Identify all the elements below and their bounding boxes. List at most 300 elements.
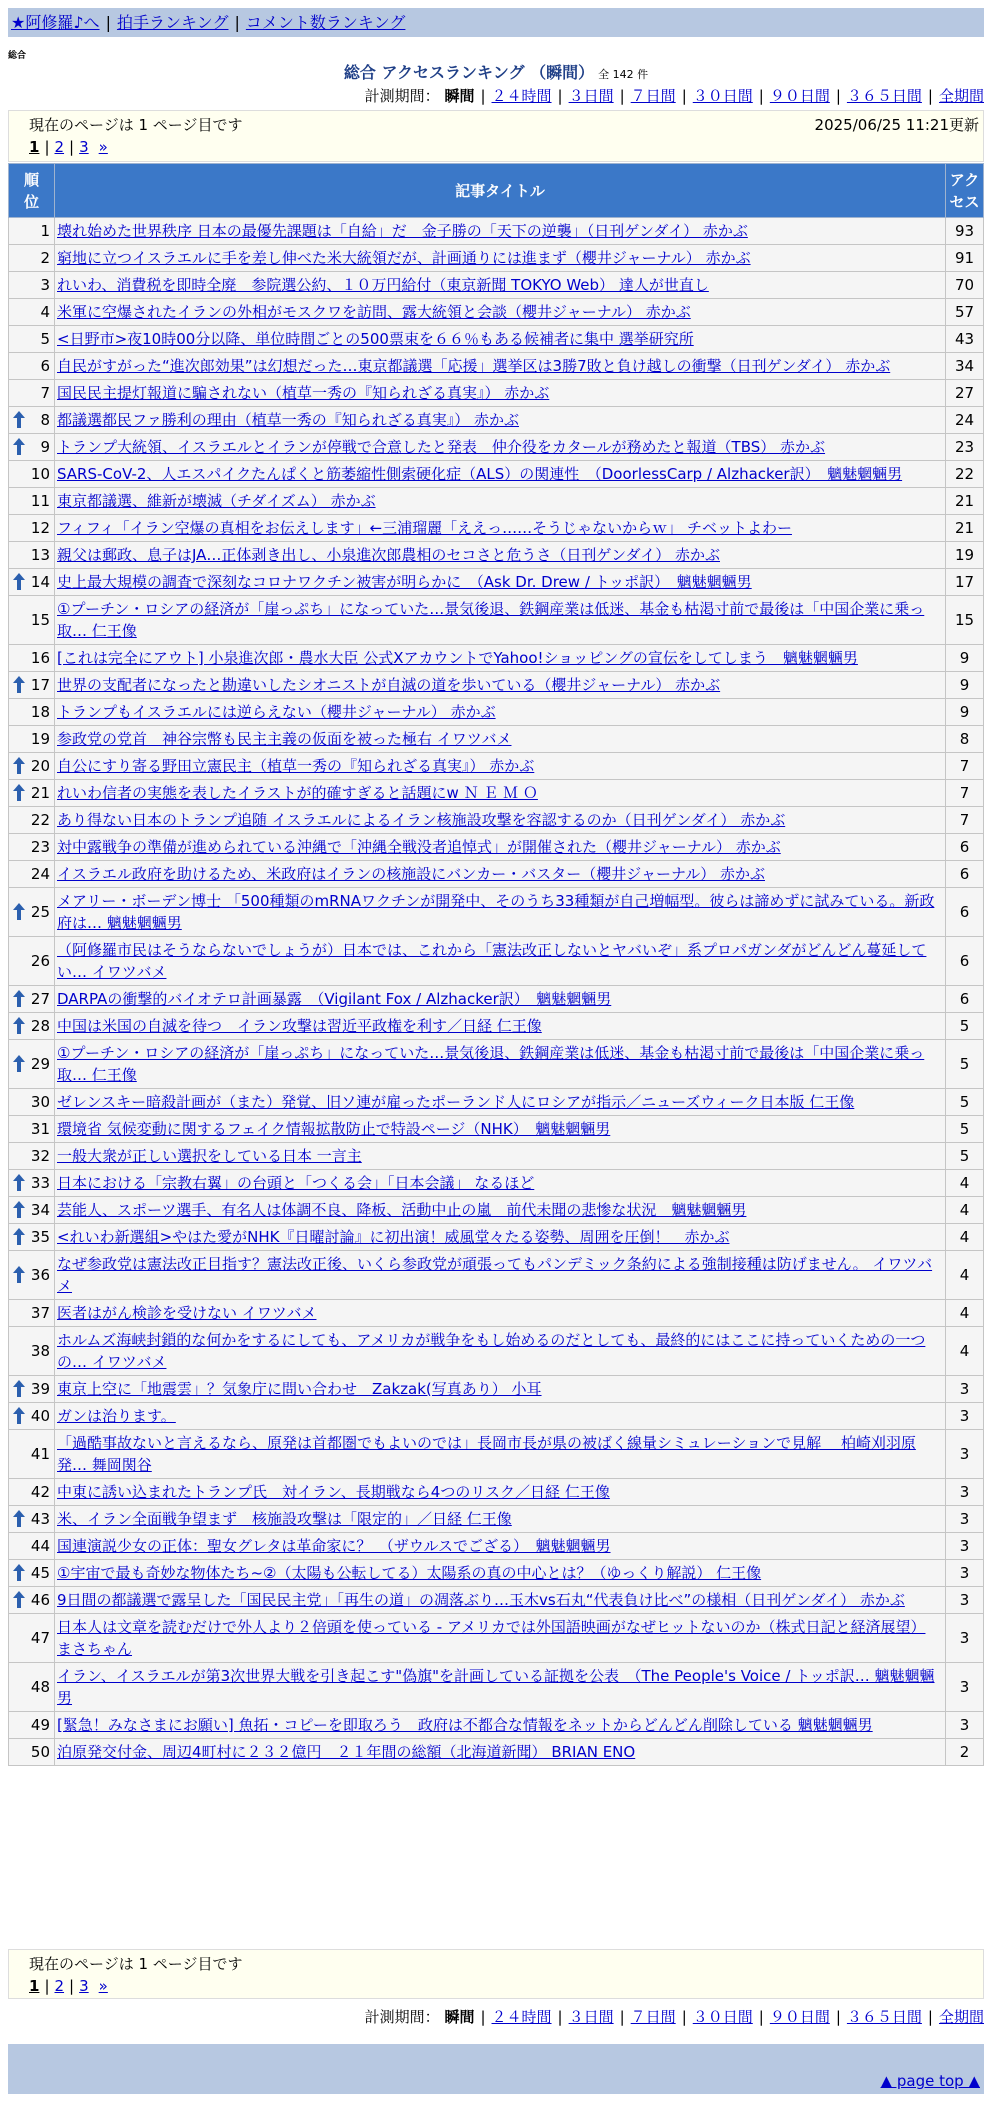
article-title-link[interactable]: <日野市>夜10時00分以降、単位時間ごとの500票束を６６％もある候補者に集中 選挙研究所 xyxy=(57,330,694,348)
title-cell xyxy=(55,645,946,672)
rank-up-arrow-icon xyxy=(13,784,25,801)
access-count: 3 xyxy=(946,1506,984,1533)
updated-timestamp: 2025/06/25 11:21更新 xyxy=(814,116,979,134)
access-count: 5 xyxy=(946,1040,984,1089)
rank-number: 36 xyxy=(30,1266,50,1284)
rank-cell xyxy=(9,1430,55,1479)
rank-cell xyxy=(9,1300,55,1327)
period-link-all[interactable]: 全期間 xyxy=(938,87,984,105)
rank-cell xyxy=(9,461,55,488)
table-row xyxy=(9,1430,984,1479)
period-link-90d[interactable]: ９０日間 xyxy=(769,87,830,105)
access-count: 4 xyxy=(946,1327,984,1376)
rank-number: 1 xyxy=(40,222,50,240)
period-link-90d[interactable]: ９０日間 xyxy=(769,2008,830,2026)
rank-cell xyxy=(9,1560,55,1587)
table-row xyxy=(9,1376,984,1403)
title-cell xyxy=(55,834,946,861)
rank-number: 49 xyxy=(30,1716,50,1734)
title-cell xyxy=(55,1430,946,1479)
title-cell xyxy=(55,1506,946,1533)
article-title-link[interactable]: れいわ、消費税を即時全廃 参院選公約、１０万円給付（東京新聞 TOKYO Web） 達人が世直し xyxy=(57,276,709,294)
table-row xyxy=(9,1170,984,1197)
period-link-365d[interactable]: ３６５日間 xyxy=(846,2008,922,2026)
access-count: 7 xyxy=(946,780,984,807)
rank-number: 4 xyxy=(40,303,50,321)
period-selector-bottom: 計測期間： 瞬間 | ２４時間 | ３日間 | ７日間 | ３０日間 | ９０日間 | ３６５日間 | 全期間 xyxy=(364,2008,984,2026)
table-row xyxy=(9,1479,984,1506)
access-count: 6 xyxy=(946,834,984,861)
table-row xyxy=(9,299,984,326)
table-row xyxy=(9,780,984,807)
article-title-link[interactable]: ①プーチン・ロシアの経済が「崖っぷち」になっていた…景気後退、鉄鋼産業は低迷、基金も枯渇寸前で最後は「中国企業に乗っ取… 仁王像 xyxy=(57,1044,925,1084)
rank-up-arrow-icon xyxy=(13,1564,25,1581)
current-page-text: 現在のページは 1 ページ目です xyxy=(29,1955,243,1973)
rank-cell xyxy=(9,407,55,434)
rank-cell xyxy=(9,1479,55,1506)
title-cell xyxy=(55,1013,946,1040)
rank-number: 12 xyxy=(30,519,50,537)
table-row xyxy=(9,1197,984,1224)
article-title-link[interactable]: <れいわ新選組>やはた愛がNHK『日曜討論』に初出演！威風堂々たる姿勢、周囲を圧倒！ 赤かぶ xyxy=(57,1228,730,1246)
access-count: 4 xyxy=(946,1224,984,1251)
table-row xyxy=(9,1739,984,1766)
rank-cell xyxy=(9,1089,55,1116)
rank-number: 25 xyxy=(30,903,50,921)
rank-cell xyxy=(9,380,55,407)
access-count: 3 xyxy=(946,1376,984,1403)
rank-cell xyxy=(9,542,55,569)
access-count: 91 xyxy=(946,245,984,272)
table-row xyxy=(9,807,984,834)
rank-number: 33 xyxy=(30,1174,50,1192)
article-title-link[interactable]: 世界の支配者になったと勘違いしたシオニストが自滅の道を歩いている（櫻井ジャーナル） 赤かぶ xyxy=(57,676,721,694)
rank-up-arrow-icon xyxy=(13,676,25,693)
access-count: 22 xyxy=(946,461,984,488)
rank-up-arrow-icon xyxy=(13,438,25,455)
rank-number: 9 xyxy=(40,438,50,456)
table-row xyxy=(9,1712,984,1739)
access-count: 3 xyxy=(946,1560,984,1587)
article-title-link[interactable]: DARPAの衝撃的バイオテロ計画暴露 （Vigilant Fox / Alzhacker訳） 魑魅魍魎男 xyxy=(57,990,612,1008)
rank-number: 45 xyxy=(30,1564,50,1582)
article-title-link[interactable]: 自公にすり寄る野田立憲民主（植草一秀の『知られざる真実』） 赤かぶ xyxy=(57,757,535,775)
article-title-link[interactable]: 東京上空に「地震雲」？気象庁に問い合わせ Zakzak(写真あり） 小耳 xyxy=(57,1380,542,1398)
rank-cell xyxy=(9,353,55,380)
article-title-link[interactable]: なぜ参政党は憲法改正目指す？憲法改正後、いくら参政党が頑張ってもパンデミック条約による強制接種は防げません。 イワツバメ xyxy=(57,1255,933,1295)
table-row xyxy=(9,937,984,986)
article-title-link[interactable]: 芸能人、スポーツ選手、有名人は体調不良、降板、活動中止の嵐 前代未聞の悲惨な状況 魑魅魍魎男 xyxy=(57,1201,747,1219)
page-top-link[interactable]: ▲ page top ▲ xyxy=(880,2072,980,2090)
access-count: 43 xyxy=(946,326,984,353)
article-title-link[interactable]: 自民がすがった“進次郎効果”は幻想だった…東京都議選「応援」選挙区は3勝7敗と負け越しの衝撃（日刊ゲンダイ） 赤かぶ xyxy=(57,357,891,375)
rank-number: 20 xyxy=(30,757,50,775)
period-current: 瞬間 xyxy=(444,2008,475,2026)
article-title-link[interactable]: あり得ない日本のトランプ追随 イスラエルによるイラン核施設攻撃を容認するのか（日刊ゲンダイ） 赤かぶ xyxy=(57,811,786,829)
nav-link-asyura-home[interactable]: ★阿修羅♪へ xyxy=(11,13,100,32)
rank-up-arrow-icon xyxy=(13,1510,25,1527)
access-count: 17 xyxy=(946,569,984,596)
rank-number: 14 xyxy=(30,573,50,591)
period-link-3d[interactable]: ３日間 xyxy=(568,2008,614,2026)
article-title-link[interactable]: ①宇宙で最も奇妙な物体たち~②（太陽も公転してる）太陽系の真の中心とは？（ゆっくり解説） 仁王像 xyxy=(57,1564,762,1582)
nav-link-applause-ranking[interactable]: 拍手ランキング xyxy=(116,13,229,32)
title-cell xyxy=(55,218,946,245)
rank-cell xyxy=(9,1712,55,1739)
pager-top: 1 | 2 | 3 » xyxy=(29,138,108,156)
article-title-link[interactable]: 米軍に空爆されたイランの外相がモスクワを訪問、露大統領と会談（櫻井ジャーナル） 赤かぶ xyxy=(57,303,691,321)
rank-cell xyxy=(9,699,55,726)
article-title-link[interactable]: ガンは治ります。 xyxy=(57,1407,176,1425)
pager-next-link[interactable]: » xyxy=(98,1977,108,1995)
rank-cell xyxy=(9,888,55,937)
title-cell xyxy=(55,1089,946,1116)
table-row xyxy=(9,569,984,596)
rank-up-arrow-icon xyxy=(13,903,25,920)
access-count: 3 xyxy=(946,1403,984,1430)
period-link-7d[interactable]: ７日間 xyxy=(630,87,676,105)
table-row xyxy=(9,1327,984,1376)
access-count: 9 xyxy=(946,672,984,699)
table-header-row xyxy=(9,164,984,218)
title-cell xyxy=(55,596,946,645)
page-info-top xyxy=(8,110,984,162)
article-title-link[interactable]: 泊原発交付金、周辺4町村に２３２億円 ２１年間の総額（北海道新聞） BRIAN ENO xyxy=(57,1743,636,1761)
ranking-table xyxy=(8,163,984,1766)
pager-link-page-2[interactable]: 2 xyxy=(54,1977,65,1995)
table-row xyxy=(9,407,984,434)
table-row xyxy=(9,245,984,272)
article-title-link[interactable]: 日本人は文章を読むだけで外人より２倍頭を使っている - アメリカでは外国語映画がなぜヒットないのか（株式日記と経済展望） まさちゃん xyxy=(57,1618,926,1658)
rank-up-arrow-icon xyxy=(13,757,25,774)
rank-number: 46 xyxy=(30,1591,50,1609)
title-cell xyxy=(55,461,946,488)
article-title-link[interactable]: イラン、イスラエルが第3次世界大戦を引き起こす"偽旗"を計画している証拠を公表 （The People's Voice / トッポ訳… 魑魅魍魎男 xyxy=(57,1667,935,1707)
title-cell xyxy=(55,1587,946,1614)
rank-cell xyxy=(9,753,55,780)
section-label: 総合 xyxy=(8,51,27,61)
pager-current-page: 1 xyxy=(29,1977,40,1995)
page-info-bottom xyxy=(8,1949,984,1999)
title-cell xyxy=(55,937,946,986)
article-title-link[interactable]: 日本における「宗教右翼」の台頭と「つくる会」「日本会議」 なるほど xyxy=(57,1174,535,1192)
table-row xyxy=(9,434,984,461)
header-access: アク セス xyxy=(946,164,984,218)
page-title-text: 総合 アクセスランキング （瞬間） xyxy=(343,63,595,82)
title-cell xyxy=(55,245,946,272)
title-cell xyxy=(55,1300,946,1327)
article-title-link[interactable]: SARS-CoV-2、人エスパイクたんぱくと筋萎縮性側索硬化症（ALS）の関連性 （DoorlessCarp / Alzhacker訳） 魑魅魍魎男 xyxy=(57,465,903,483)
title-cell xyxy=(55,407,946,434)
pager-link-page-3[interactable]: 3 xyxy=(79,1977,89,1995)
rank-number: 15 xyxy=(30,611,50,629)
title-cell xyxy=(55,542,946,569)
title-cell xyxy=(55,780,946,807)
access-count: 34 xyxy=(946,353,984,380)
article-title-link[interactable]: 一般大衆が正しい選択をしている日本 一言主 xyxy=(57,1147,362,1165)
table-row xyxy=(9,542,984,569)
rank-cell xyxy=(9,1506,55,1533)
access-count: 3 xyxy=(946,1587,984,1614)
title-cell xyxy=(55,353,946,380)
article-title-link[interactable]: 親父は郵政、息子はJA…正体剥き出し、小泉進次郎農相のセコさと危うさ（日刊ゲンダイ） 赤かぶ xyxy=(57,546,720,564)
access-count: 8 xyxy=(946,726,984,753)
title-cell xyxy=(55,1224,946,1251)
rank-number: 3 xyxy=(40,276,50,294)
title-cell xyxy=(55,434,946,461)
title-cell xyxy=(55,1376,946,1403)
page-title xyxy=(0,62,992,86)
title-cell xyxy=(55,807,946,834)
article-title-link[interactable]: 対中露戦争の準備が進められている沖縄で「沖縄全戦没者追悼式」が開催された（櫻井ジャーナル） 赤かぶ xyxy=(57,838,781,856)
pager-link-page-2[interactable]: 2 xyxy=(54,138,65,156)
table-row xyxy=(9,986,984,1013)
title-cell xyxy=(55,1560,946,1587)
rank-cell xyxy=(9,272,55,299)
table-row xyxy=(9,834,984,861)
title-cell xyxy=(55,1479,946,1506)
rank-number: 26 xyxy=(30,952,50,970)
current-page-text: 現在のページは 1 ページ目です xyxy=(29,116,243,134)
access-count: 4 xyxy=(946,1170,984,1197)
nav-link-comment-ranking[interactable]: コメント数ランキング xyxy=(245,13,406,32)
article-title-link[interactable]: 東京都議選、維新が壊滅（チダイズム） 赤かぶ xyxy=(57,492,376,510)
table-row xyxy=(9,1300,984,1327)
access-count: 21 xyxy=(946,488,984,515)
article-title-link[interactable]: （阿修羅市民はそうならないでしょうが）日本では、これから「憲法改正しないとヤバいぞ」系プロパガンダがどんどん蔓延してい… イワツバメ xyxy=(57,941,927,981)
rank-cell xyxy=(9,1663,55,1712)
period-link-30d[interactable]: ３０日間 xyxy=(692,2008,753,2026)
article-title-link[interactable]: イスラエル政府を助けるため、米政府はイランの核施設にバンカー・バスター（櫻井ジャーナル） 赤かぶ xyxy=(57,865,765,883)
access-count: 93 xyxy=(946,218,984,245)
rank-number: 18 xyxy=(30,703,50,721)
rank-cell xyxy=(9,834,55,861)
rank-number: 43 xyxy=(30,1510,50,1528)
article-title-link[interactable]: 壊れ始めた世界秩序 日本の最優先課題は「自給」だ 金子勝の「天下の逆襲」（日刊ゲンダイ） 赤かぶ xyxy=(57,222,748,240)
rank-number: 47 xyxy=(30,1629,50,1647)
rank-number: 29 xyxy=(30,1055,50,1073)
title-cell xyxy=(55,888,946,937)
article-title-link[interactable]: れいわ信者の実態を表したイラストが的確すぎると話題にw Ｎ Ｅ Ｍ Ｏ xyxy=(57,784,538,802)
table-row xyxy=(9,1013,984,1040)
pager-current-page: 1 xyxy=(29,138,40,156)
period-link-24h[interactable]: ２４時間 xyxy=(491,2008,552,2026)
title-cell xyxy=(55,753,946,780)
rank-up-arrow-icon xyxy=(13,990,25,1007)
article-title-link[interactable]: 国民民主提灯報道に騙されない（植草一秀の『知られざる真実』） 赤かぶ xyxy=(57,384,550,402)
title-cell xyxy=(55,326,946,353)
article-title-link[interactable]: 環境省 気候変動に関するフェイク情報拡散防止で特設ページ（NHK） 魑魅魍魎男 xyxy=(57,1120,611,1138)
rank-cell xyxy=(9,434,55,461)
article-title-link[interactable]: 「過酷事故ないと言えるなら、原発は首都圏でもよいのでは」長岡市長が県の被ばく線量シミュレーションで見解 柏崎刈羽原発… 舞岡関谷 xyxy=(57,1434,916,1474)
rank-number: 34 xyxy=(30,1201,50,1219)
rank-cell xyxy=(9,1403,55,1430)
title-cell xyxy=(55,1116,946,1143)
title-cell xyxy=(55,1403,946,1430)
table-row xyxy=(9,1663,984,1712)
access-count: 6 xyxy=(946,861,984,888)
table-row xyxy=(9,861,984,888)
title-cell xyxy=(55,1533,946,1560)
table-row xyxy=(9,1224,984,1251)
title-cell xyxy=(55,986,946,1013)
rank-cell xyxy=(9,245,55,272)
rank-cell xyxy=(9,1040,55,1089)
rank-cell xyxy=(9,515,55,542)
rank-number: 10 xyxy=(30,465,50,483)
access-count: 70 xyxy=(946,272,984,299)
article-title-link[interactable]: 中東に誘い込まれたトランプ氏 対イラン、長期戦なら4つのリスク／日経 仁王像 xyxy=(57,1483,610,1501)
article-title-link[interactable]: ①プーチン・ロシアの経済が「崖っぷち」になっていた…景気後退、鉄鋼産業は低迷、基金も枯渇寸前で最後は「中国企業に乗っ取… 仁王像 xyxy=(57,600,925,640)
rank-cell xyxy=(9,937,55,986)
period-link-3d[interactable]: ３日間 xyxy=(568,87,614,105)
period-current: 瞬間 xyxy=(444,87,475,105)
rank-number: 31 xyxy=(30,1120,50,1138)
table-row xyxy=(9,1040,984,1089)
table-row xyxy=(9,1089,984,1116)
period-link-7d[interactable]: ７日間 xyxy=(630,2008,676,2026)
access-count: 7 xyxy=(946,807,984,834)
title-cell xyxy=(55,1143,946,1170)
rank-cell xyxy=(9,1533,55,1560)
rank-cell xyxy=(9,218,55,245)
period-label: 計測期間： xyxy=(364,2008,440,2026)
article-title-link[interactable]: 参政党の党首 神谷宗幣も民主主義の仮面を被った極右 イワツバメ xyxy=(57,730,512,748)
title-cell xyxy=(55,1170,946,1197)
table-row xyxy=(9,1560,984,1587)
table-row xyxy=(9,1251,984,1300)
header-rank: 順 位 xyxy=(9,164,55,218)
rank-number: 13 xyxy=(30,546,50,564)
table-row xyxy=(9,1587,984,1614)
table-row xyxy=(9,888,984,937)
access-count: 3 xyxy=(946,1614,984,1663)
title-cell xyxy=(55,1712,946,1739)
rank-up-arrow-icon xyxy=(13,411,25,428)
header-title: 記事タイトル xyxy=(55,164,946,218)
rank-number: 5 xyxy=(40,330,50,348)
rank-number: 42 xyxy=(30,1483,50,1501)
title-cell xyxy=(55,861,946,888)
article-title-link[interactable]: [緊急！みなさまにお願い] 魚拓・コピーを即取ろう 政府は不都合な情報をネットからどんどん削除している 魑魅魍魎男 xyxy=(57,1716,873,1734)
title-cell xyxy=(55,726,946,753)
access-count: 3 xyxy=(946,1479,984,1506)
article-title-link[interactable]: 国連演説少女の正体：聖女グレタは革命家に？ （ザウルスでござる） 魑魅魍魎男 xyxy=(57,1537,611,1555)
rank-cell xyxy=(9,726,55,753)
rank-number: 28 xyxy=(30,1017,50,1035)
title-cell xyxy=(55,515,946,542)
title-cell xyxy=(55,1197,946,1224)
rank-number: 24 xyxy=(30,865,50,883)
article-title-link[interactable]: 9日間の都議選で露呈した「国民民主党」「再生の道」の凋落ぶり…玉木vs石丸“代表負け比べ”の様相（日刊ゲンダイ） 赤かぶ xyxy=(57,1591,905,1609)
access-count: 4 xyxy=(946,1300,984,1327)
table-row xyxy=(9,1533,984,1560)
rank-cell xyxy=(9,861,55,888)
rank-cell xyxy=(9,1013,55,1040)
article-title-link[interactable]: ホルムズ海峡封鎖的な何かをするにしても、アメリカが戦争をもし始めるのだとしても、最終的にはここに持っていくための一つの… イワツバメ xyxy=(57,1331,926,1371)
rank-number: 21 xyxy=(30,784,50,802)
nav-separator: | xyxy=(234,13,240,32)
title-cell xyxy=(55,1739,946,1766)
period-link-30d[interactable]: ３０日間 xyxy=(692,87,753,105)
article-title-link[interactable]: 窮地に立つイスラエルに手を差し伸べた米大統領だが、計画通りには進まず（櫻井ジャーナル） 赤かぶ xyxy=(57,249,751,267)
table-row xyxy=(9,272,984,299)
period-link-all[interactable]: 全期間 xyxy=(938,2008,984,2026)
rank-cell xyxy=(9,1116,55,1143)
article-title-link[interactable]: ゼレンスキー暗殺計画が（また）発覚、旧ソ連が雇ったポーランド人にロシアが指示／ニューズウィーク日本版 仁王像 xyxy=(57,1093,855,1111)
article-title-link[interactable]: 都議選都民ファ勝利の理由（植草一秀の『知られざる真実』） 赤かぶ xyxy=(57,411,519,429)
article-title-link[interactable]: 医者はがん検診を受けない イワツバメ xyxy=(57,1304,317,1322)
rank-number: 48 xyxy=(30,1678,50,1696)
rank-number: 40 xyxy=(30,1407,50,1425)
access-count: 2 xyxy=(946,1739,984,1766)
period-link-365d[interactable]: ３６５日間 xyxy=(846,87,922,105)
title-cell xyxy=(55,699,946,726)
article-title-link[interactable]: 中国は米国の自滅を待つ イラン攻撃は習近平政権を利す／日経 仁王像 xyxy=(57,1017,542,1035)
article-title-link[interactable]: トランプもイスラエルには逆らえない（櫻井ジャーナル） 赤かぶ xyxy=(57,703,496,721)
rank-cell xyxy=(9,1614,55,1663)
pager-link-page-3[interactable]: 3 xyxy=(79,138,89,156)
period-link-24h[interactable]: ２４時間 xyxy=(491,87,552,105)
rank-number: 17 xyxy=(30,676,50,694)
rank-number: 44 xyxy=(30,1537,50,1555)
article-title-link[interactable]: 米、イラン全面戦争望まず 核施設攻撃は「限定的」／日経 仁王像 xyxy=(57,1510,512,1528)
rank-number: 50 xyxy=(30,1743,50,1761)
rank-up-arrow-icon xyxy=(13,1228,25,1245)
article-title-link[interactable]: メアリー・ボーデン博士 「500種類のmRNAワクチンが開発中、そのうち33種類が自己増幅型。彼らは諦めずに試みている。新政府は… 魑魅魍魎男 xyxy=(57,892,935,932)
rank-cell xyxy=(9,1143,55,1170)
access-count: 6 xyxy=(946,986,984,1013)
access-count: 21 xyxy=(946,515,984,542)
pager-next-link[interactable]: » xyxy=(98,138,108,156)
rank-number: 41 xyxy=(30,1445,50,1463)
rank-up-arrow-icon xyxy=(13,1266,25,1283)
access-count: 7 xyxy=(946,753,984,780)
rank-number: 38 xyxy=(30,1342,50,1360)
rank-up-arrow-icon xyxy=(13,1055,25,1072)
access-count: 4 xyxy=(946,1251,984,1300)
rank-up-arrow-icon xyxy=(13,1201,25,1218)
rank-cell xyxy=(9,645,55,672)
rank-number: 22 xyxy=(30,811,50,829)
footer-bar xyxy=(8,2044,984,2094)
rank-number: 2 xyxy=(40,249,50,267)
rank-number: 19 xyxy=(30,730,50,748)
rank-cell xyxy=(9,1170,55,1197)
table-row xyxy=(9,726,984,753)
access-count: 9 xyxy=(946,645,984,672)
rank-cell xyxy=(9,1587,55,1614)
access-count: 57 xyxy=(946,299,984,326)
table-row xyxy=(9,645,984,672)
period-selector-top: 計測期間： 瞬間 | ２４時間 | ３日間 | ７日間 | ３０日間 | ９０日間 | ３６５日間 | 全期間 xyxy=(364,87,984,105)
rank-up-arrow-icon xyxy=(13,1591,25,1608)
article-title-link[interactable]: トランプ大統領、イスラエルとイランが停戦で合意したと発表 仲介役をカタールが務めたと報道（TBS） 赤かぶ xyxy=(57,438,826,456)
access-count: 27 xyxy=(946,380,984,407)
access-count: 3 xyxy=(946,1430,984,1479)
title-cell xyxy=(55,1251,946,1300)
access-count: 23 xyxy=(946,434,984,461)
rank-number: 32 xyxy=(30,1147,50,1165)
article-title-link[interactable]: フィフィ「イラン空爆の真相をお伝えします」←三浦瑠麗「ええっ……そうじゃないからｗ」 チベットよわー xyxy=(57,519,792,537)
article-title-link[interactable]: 史上最大規模の調査で深刻なコロナワクチン被害が明らかに （Ask Dr. Drew / トッポ訳） 魑魅魍魎男 xyxy=(57,573,752,591)
rank-number: 8 xyxy=(40,411,50,429)
rank-cell xyxy=(9,1224,55,1251)
article-title-link[interactable]: [これは完全にアウト] 小泉進次郎・農水大臣 公式XアカウントでYahoo!ショッピングの宣伝をしてしまう 魑魅魍魎男 xyxy=(57,649,858,667)
table-row xyxy=(9,326,984,353)
rank-cell xyxy=(9,1376,55,1403)
rank-cell xyxy=(9,488,55,515)
